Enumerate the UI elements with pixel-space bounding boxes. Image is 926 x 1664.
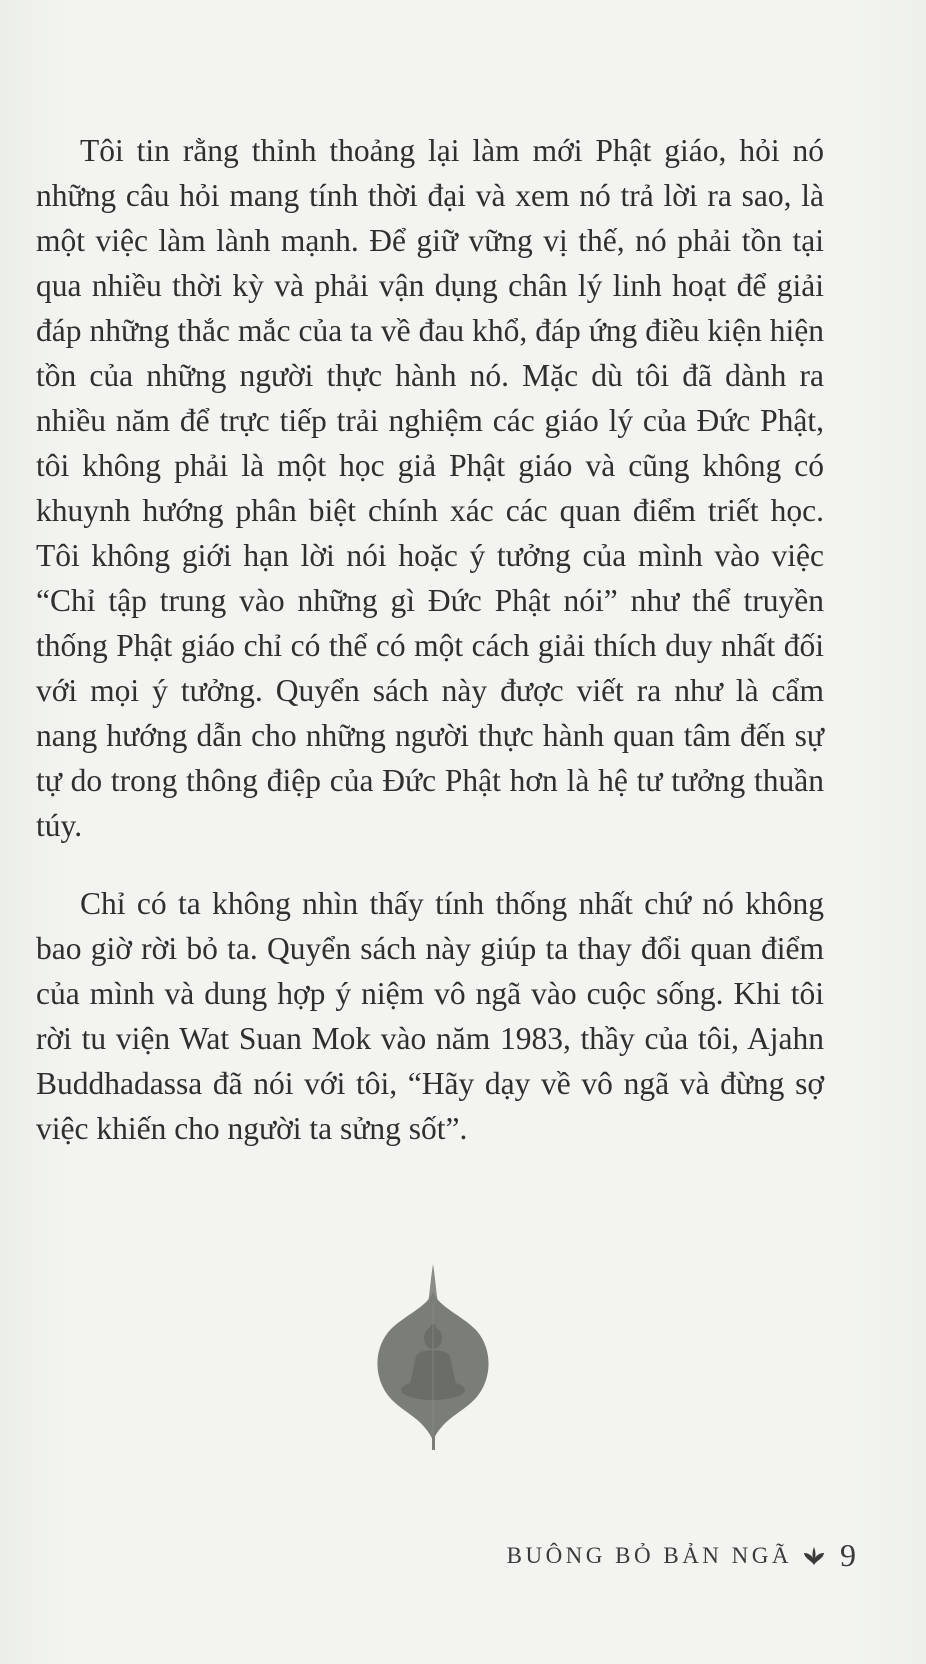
running-head: BUÔNG BỎ BẢN NGÃ <box>506 1542 792 1568</box>
paragraph-2: Chỉ có ta không nhìn thấy tính thống nhất chứ nó không bao giờ rời bỏ ta. Quyển sách này giúp ta thay đổi quan điểm của mình và dung hợp ý niệm vô ngã vào cuộc sống. Khi tôi rời tu viện Wat Suan Mok vào năm 1983, thầy của tôi, Ajahn Buddhadassa đã nói với tôi, “Hãy dạy về vô ngã và đừng sợ việc khiến cho người ta sửng sốt”. <box>36 886 824 1146</box>
paragraph-1: Tôi tin rằng thỉnh thoảng lại làm mới Phật giáo, hỏi nó những câu hỏi mang tính thời đại và xem nó trả lời ra sao, là một việc làm lành mạnh. Để giữ vững vị thế, nó phải tồn tại qua nhiều thời kỳ và phải vận dụng chân lý linh hoạt để giải đáp những thắc mắc của ta về đau khổ, đáp ứng điều kiện hiện tồn của những người thực hành nó. Mặc dù tôi đã dành ra nhiều năm để trực tiếp trải nghiệm các giáo lý của Đức Phật, tôi không phải là một học giả Phật giáo và cũng không có khuynh hướng phân biệt chính xác các quan điểm triết học. Tôi không giới hạn lời nói hoặc ý tưởng của mình vào việc “Chỉ tập trung vào những gì Đức Phật nói” như thể truyền thống Phật giáo chỉ có thể có một cách giải thích duy nhất đối với mọi ý tưởng. Quyển sách này được viết ra như là cẩm nang hướng dẫn cho những người thực hành quan tâm đến sự tự do trong thông điệp của Đức Phật hơn là hệ tư tưởng thuần túy. <box>36 133 824 843</box>
leaf-icon <box>802 1546 826 1566</box>
body-text <box>36 128 824 1151</box>
page-number: 9 <box>840 1537 856 1573</box>
page-footer <box>507 1537 856 1574</box>
leaf-stem <box>432 1434 435 1450</box>
bodhi-leaf-buddha-icon <box>376 1264 494 1450</box>
